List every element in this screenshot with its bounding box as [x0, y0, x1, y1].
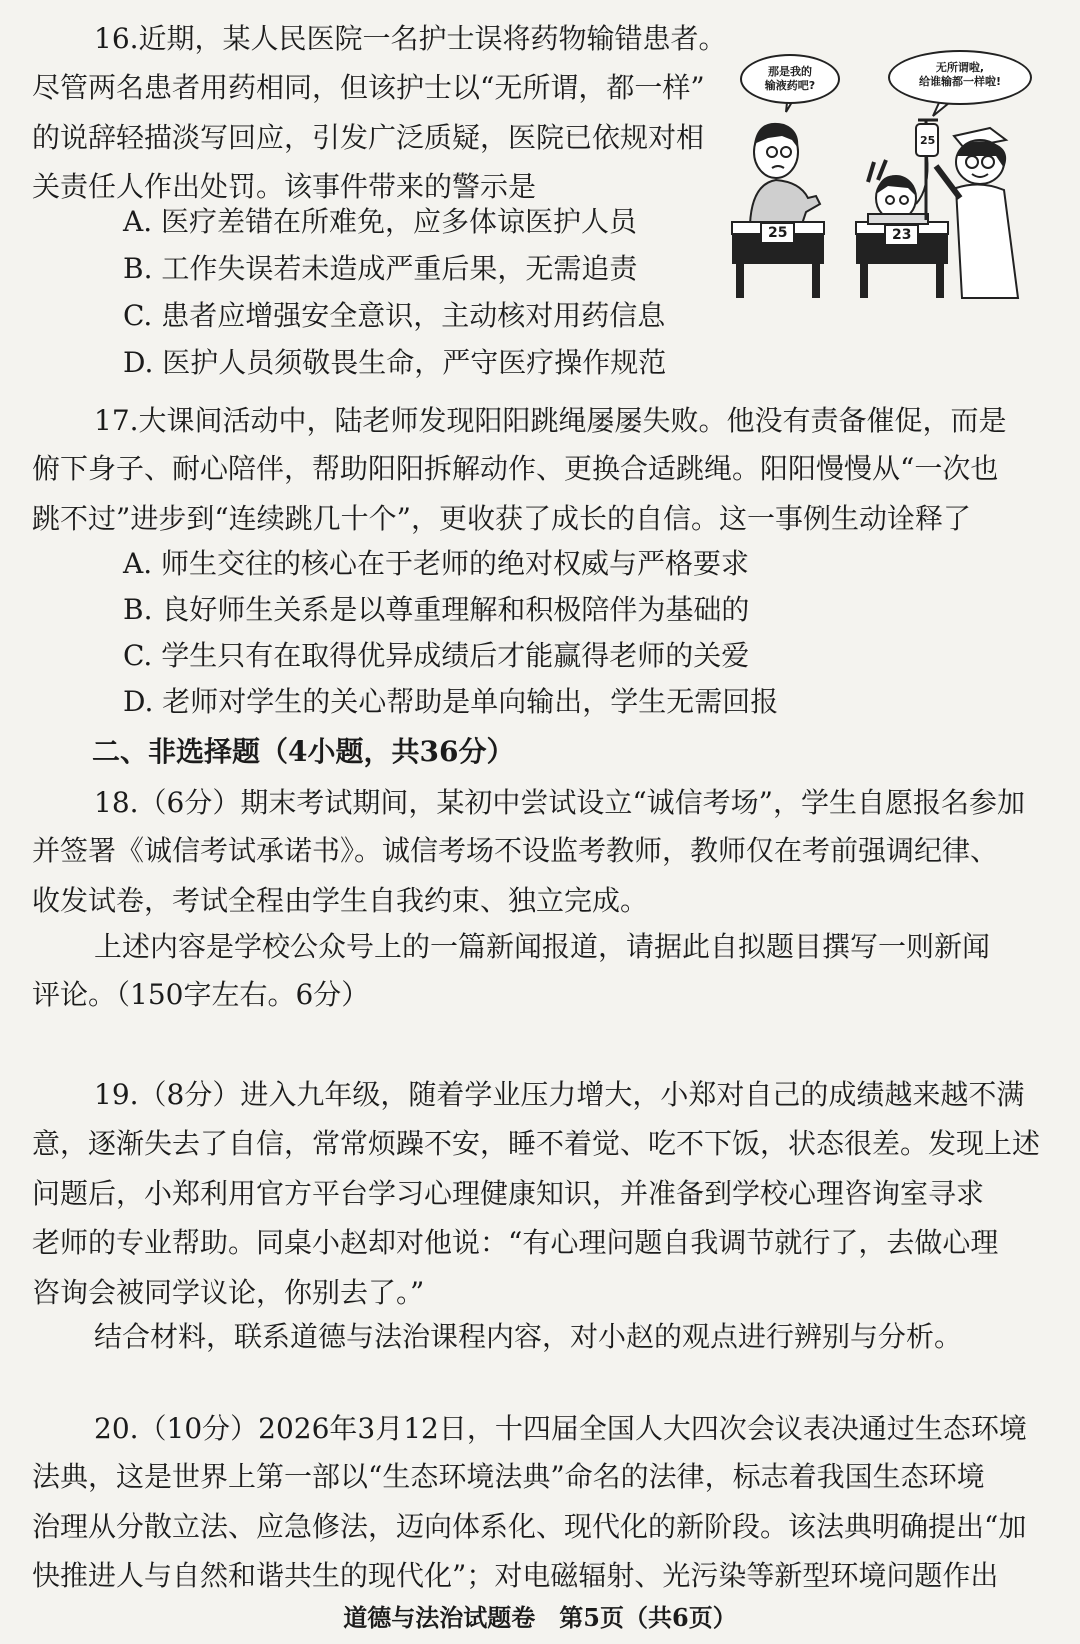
q18-task-line: 上述内容是学校公众号上的一篇新闻报道，请据此自拟题目撰写一则新闻 [94, 930, 991, 963]
q16-option-d: D. 医护人员须敬畏生命，严守医疗操作规范 [123, 346, 667, 379]
nurse-cartoon-illustration [728, 48, 1040, 302]
q18-task-line: 评论。（150字左右。6分） [32, 978, 370, 1011]
patient-speech-text: 那是我的 输液药吧? [764, 65, 816, 92]
q17-line: 跳不过”进步到“连续跳几十个”，更收获了成长的自信。这一事例生动诠释了 [32, 501, 971, 535]
iv-bag-label: 25 [920, 134, 936, 147]
question-19-stem-cont [32, 1119, 1048, 1317]
question-19-task [32, 1312, 1048, 1362]
q20-line: 法典，这是世界上第一部以“生态环境法典”命名的法律，标志着我国生态环境 [32, 1460, 985, 1493]
question-20-stem-cont [32, 1452, 1048, 1601]
q20-line: 治理从分散立法、应急修法，迈向体系化、现代化的新阶段。该法典明确提出“加 [32, 1509, 1027, 1543]
q16-option-b: B. 工作失误若未造成严重后果，无需追责 [123, 252, 638, 285]
patient-left [750, 123, 820, 224]
question-19-stem [32, 1070, 1048, 1120]
question-16-stem [32, 14, 727, 64]
q19-line: 意，逐渐失去了自信，常常烦躁不安，睡不着觉、吃不下饭，状态很差。发现上述 [32, 1127, 1041, 1160]
q19-task-line: 结合材料，联系道德与法治课程内容，对小赵的观点进行辨别与分析。 [94, 1320, 963, 1353]
page-footer: 道德与法治试题卷 第5页（共6页） [343, 1603, 737, 1632]
question-18-task [32, 922, 1048, 972]
q17-option-c: C. 学生只有在取得优异成绩后才能赢得老师的关爱 [123, 639, 750, 672]
q19-line: 问题后，小郑利用官方平台学习心理健康知识，并准备到学校心理咨询室寻求 [32, 1176, 985, 1210]
q20-line: 快推进人与自然和谐共生的现代化”；对电磁辐射、光污染等新型环境问题作出 [32, 1559, 999, 1592]
nurse [936, 128, 1018, 298]
question-18-task-cont [32, 970, 1048, 1020]
q16-line: 的说辞轻描淡写回应，引发广泛质疑，医院已依规对相 [32, 120, 705, 154]
question-18-stem [32, 778, 1048, 828]
nurse-speech-bubble [888, 50, 1032, 105]
bed-number-left: 25 [760, 222, 795, 244]
nurse-speech-text: 无所谓啦, 给谁输都一样啦! [918, 61, 1002, 88]
question-16-stem-cont [32, 63, 720, 212]
section-2-heading: 二、非选择题（4小题，共36分） [92, 735, 515, 768]
q19-line: 咨询会被同学议论，你别去了。” [32, 1275, 425, 1309]
q16-option-a: A. 医疗差错在所难免，应多体谅医护人员 [123, 205, 638, 238]
patient-speech-bubble [740, 54, 840, 104]
q17-option-b: B. 良好师生关系是以尊重理解和积极陪伴为基础的 [123, 593, 750, 626]
q16-option-c: C. 患者应增强安全意识，主动核对用药信息 [123, 299, 666, 332]
q20-line: 20.（10分）2026年3月12日，十四届全国人大四次会议表决通过生态环境 [94, 1412, 1027, 1445]
bed-number-right: 23 [884, 224, 919, 246]
q17-line: 俯下身子、耐心陪伴，帮助阳阳拆解动作、更换合适跳绳。阳阳慢慢从“一次也 [32, 452, 999, 485]
patient-right [868, 160, 928, 224]
q18-line: 18.（6分）期末考试期间，某初中尝试设立“诚信考场”，学生自愿报名参加 [94, 786, 1025, 819]
question-17-stem [32, 396, 1048, 446]
question-20-stem [32, 1404, 1048, 1454]
q19-line: 老师的专业帮助。同桌小赵却对他说：“有心理问题自我调节就行了，去做心理 [32, 1226, 999, 1259]
q18-line: 并签署《诚信考试承诺书》。诚信考场不设监考教师，教师仅在考前强调纪律、 [32, 834, 999, 867]
question-18-stem-cont [32, 826, 1048, 925]
q19-line: 19.（8分）进入九年级，随着学业压力增大，小郑对自己的成绩越来越不满 [94, 1078, 1025, 1111]
question-17-stem-cont [32, 444, 1048, 543]
q17-option-a: A. 师生交往的核心在于老师的绝对权威与严格要求 [123, 547, 750, 580]
q16-line: 尽管两名患者用药相同，但该护士以“无所谓，都一样” [32, 71, 705, 104]
q17-option-d: D. 老师对学生的关心帮助是单向输出，学生无需回报 [123, 685, 779, 718]
q18-line: 收发试卷，考试全程由学生自我约束、独立完成。 [32, 883, 649, 917]
q16-line: 16.近期，某人民医院一名护士误将药物输错患者。 [94, 22, 727, 55]
q17-line: 17.大课间活动中，陆老师发现阳阳跳绳屡屡失败。他没有责备催促，而是 [94, 404, 1007, 437]
q16-line: 关责任人作出处罚。该事件带来的警示是 [32, 170, 537, 203]
